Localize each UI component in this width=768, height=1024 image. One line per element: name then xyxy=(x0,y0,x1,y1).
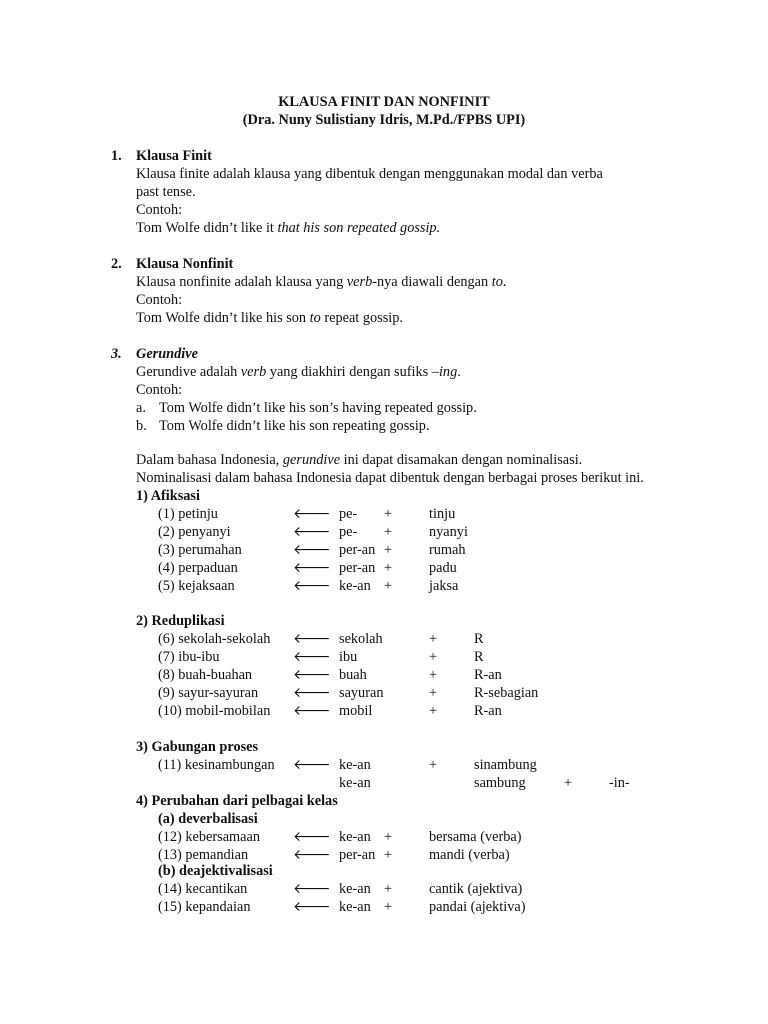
perubahan-base: bersama (verba) xyxy=(429,829,522,845)
reduplikasi-base: ibu xyxy=(339,649,358,665)
afiksasi-base: padu xyxy=(429,560,457,576)
gabungan-root: sambung xyxy=(474,775,526,791)
section-2-number: 2. xyxy=(111,256,122,272)
reduplikasi-word: (6) sekolah-sekolah xyxy=(158,631,271,647)
perubahan-affix: ke-an xyxy=(339,829,371,845)
document-title: KLAUSA FINIT DAN NONFINIT xyxy=(278,94,490,110)
reduplikasi-base: sekolah xyxy=(339,631,383,647)
gabungan-affix: ke-an xyxy=(339,775,371,791)
perubahan-heading: 4) Perubahan dari pelbagai kelas xyxy=(136,793,338,809)
nominalisasi-paragraph-line1 xyxy=(136,451,582,469)
left-arrow-icon: 🡐 xyxy=(293,899,331,915)
reduplikasi-type: R xyxy=(474,631,484,647)
reduplikasi-word: (7) ibu-ibu xyxy=(158,649,220,665)
deverbalisasi-subheading: (a) deverbalisasi xyxy=(158,811,258,827)
afiksasi-word: (3) perumahan xyxy=(158,542,242,558)
gabungan-word: (11) kesinambungan xyxy=(158,757,275,773)
section-1-definition-line2: past tense. xyxy=(136,184,196,200)
example-italic: to xyxy=(309,310,321,326)
afiksasi-word: (5) kejaksaan xyxy=(158,578,235,594)
reduplikasi-type: R-an xyxy=(474,703,502,719)
plus-sign: + xyxy=(429,703,438,719)
perubahan-base: cantik (ajektiva) xyxy=(429,881,523,897)
afiksasi-base: jaksa xyxy=(429,578,459,594)
plus-sign: + xyxy=(384,578,393,594)
plus-sign: + xyxy=(384,881,393,897)
section-2-contoh: Contoh: xyxy=(136,292,183,308)
left-arrow-icon: 🡐 xyxy=(293,881,331,897)
document-author: (Dra. Nuny Sulistiany Idris, M.Pd./FPBS UPI) xyxy=(242,112,526,128)
afiksasi-heading: 1) Afiksasi xyxy=(136,488,200,504)
perubahan-base: mandi (verba) xyxy=(429,847,510,863)
reduplikasi-base: buah xyxy=(339,667,367,683)
section-1-contoh: Contoh: xyxy=(136,202,183,218)
def-text: -nya diawali dengan xyxy=(372,274,492,290)
plus-sign: + xyxy=(384,560,393,576)
plus-sign: + xyxy=(384,506,393,522)
perubahan-base: pandai (ajektiva) xyxy=(429,899,526,915)
section-3-example-a: Tom Wolfe didn’t like his son’s having repeated gossip. xyxy=(159,400,477,416)
left-arrow-icon: 🡐 xyxy=(293,506,331,522)
gabungan-infix: -in- xyxy=(609,775,630,791)
plus-sign: + xyxy=(384,899,393,915)
def-text: . xyxy=(502,274,507,290)
section-2-example xyxy=(136,309,403,327)
example-text: repeat gossip. xyxy=(320,310,403,326)
section-1-example xyxy=(136,219,440,237)
gabungan-base: sinambung xyxy=(474,757,537,773)
reduplikasi-base: mobil xyxy=(339,703,373,719)
section-1-heading: Klausa Finit xyxy=(136,148,212,164)
para-text: ini dapat disamakan dengan nominalisasi. xyxy=(340,452,583,468)
afiksasi-word: (4) perpaduan xyxy=(158,560,238,576)
afiksasi-affix: pe- xyxy=(339,506,358,522)
section-1-number: 1. xyxy=(111,148,122,164)
section-1-definition-line1: Klausa finite adalah klausa yang dibentuk dengan menggunakan modal dan verba xyxy=(136,166,603,182)
left-arrow-icon: 🡐 xyxy=(293,667,331,683)
def-text: yang diakhiri dengan sufiks – xyxy=(266,364,439,380)
reduplikasi-word: (8) buah-buahan xyxy=(158,667,253,683)
example-text: Tom Wolfe didn’t like it xyxy=(136,220,278,236)
afiksasi-affix: pe- xyxy=(339,524,358,540)
reduplikasi-word: (9) sayur-sayuran xyxy=(158,685,259,701)
def-italic: ing xyxy=(438,364,458,380)
plus-sign: + xyxy=(429,685,438,701)
section-3-example-b: Tom Wolfe didn’t like his son repeating gossip. xyxy=(159,418,430,434)
perubahan-word: (12) kebersamaan xyxy=(158,829,261,845)
afiksasi-base: rumah xyxy=(429,542,466,558)
left-arrow-icon: 🡐 xyxy=(293,631,331,647)
section-3-example-a-marker: a. xyxy=(136,400,146,416)
afiksasi-word: (2) penyanyi xyxy=(158,524,231,540)
left-arrow-icon: 🡐 xyxy=(293,649,331,665)
plus-sign: + xyxy=(429,649,438,665)
def-text: Gerundive adalah xyxy=(136,364,241,380)
def-text: . xyxy=(457,364,461,380)
reduplikasi-type: R xyxy=(474,649,484,665)
left-arrow-icon: 🡐 xyxy=(293,524,331,540)
afiksasi-base: nyanyi xyxy=(429,524,468,540)
left-arrow-icon: 🡐 xyxy=(293,578,331,594)
plus-sign: + xyxy=(384,542,393,558)
gabungan-heading: 3) Gabungan proses xyxy=(136,739,259,755)
plus-sign: + xyxy=(429,631,438,647)
section-3-definition xyxy=(136,363,461,381)
left-arrow-icon: 🡐 xyxy=(293,685,331,701)
para-italic: gerundive xyxy=(282,452,341,468)
afiksasi-affix: per-an xyxy=(339,542,376,558)
plus-sign: + xyxy=(564,775,573,791)
nominalisasi-paragraph-line2: Nominalisasi dalam bahasa Indonesia dapat dibentuk dengan berbagai proses berikut ini. xyxy=(136,470,644,486)
reduplikasi-base: sayuran xyxy=(339,685,384,701)
section-3-number: 3. xyxy=(111,346,122,362)
perubahan-word: (13) pemandian xyxy=(158,847,249,863)
afiksasi-base: tinju xyxy=(429,506,456,522)
plus-sign: + xyxy=(429,757,438,773)
afiksasi-word: (1) petinju xyxy=(158,506,218,522)
left-arrow-icon: 🡐 xyxy=(293,560,331,576)
plus-sign: + xyxy=(384,524,393,540)
reduplikasi-heading: 2) Reduplikasi xyxy=(136,613,225,629)
section-3-heading: Gerundive xyxy=(136,346,198,362)
reduplikasi-word: (10) mobil-mobilan xyxy=(158,703,271,719)
example-italic: that his son repeated gossip. xyxy=(277,220,441,236)
left-arrow-icon: 🡐 xyxy=(293,847,331,863)
perubahan-word: (14) kecantikan xyxy=(158,881,248,897)
gabungan-affix: ke-an xyxy=(339,757,371,773)
def-text: Klausa nonfinite adalah klausa yang xyxy=(136,274,347,290)
deajektivalisasi-subheading: (b) deajektivalisasi xyxy=(158,863,273,879)
para-text: Dalam bahasa Indonesia, xyxy=(136,452,283,468)
perubahan-affix: ke-an xyxy=(339,881,371,897)
left-arrow-icon: 🡐 xyxy=(293,757,331,773)
section-3-example-b-marker: b. xyxy=(136,418,147,434)
section-2-definition xyxy=(136,273,506,291)
def-italic: to xyxy=(491,274,503,290)
reduplikasi-type: R-sebagian xyxy=(474,685,539,701)
plus-sign: + xyxy=(384,847,393,863)
perubahan-affix: ke-an xyxy=(339,899,371,915)
perubahan-affix: per-an xyxy=(339,847,376,863)
left-arrow-icon: 🡐 xyxy=(293,829,331,845)
afiksasi-affix: ke-an xyxy=(339,578,371,594)
left-arrow-icon: 🡐 xyxy=(293,703,331,719)
section-2-heading: Klausa Nonfinit xyxy=(136,256,234,272)
left-arrow-icon: 🡐 xyxy=(293,542,331,558)
def-italic: verb xyxy=(346,274,373,290)
plus-sign: + xyxy=(384,829,393,845)
section-3-contoh: Contoh: xyxy=(136,382,183,398)
reduplikasi-type: R-an xyxy=(474,667,502,683)
def-italic: verb xyxy=(240,364,267,380)
afiksasi-affix: per-an xyxy=(339,560,376,576)
plus-sign: + xyxy=(429,667,438,683)
perubahan-word: (15) kepandaian xyxy=(158,899,251,915)
example-text: Tom Wolfe didn’t like his son xyxy=(136,310,310,326)
